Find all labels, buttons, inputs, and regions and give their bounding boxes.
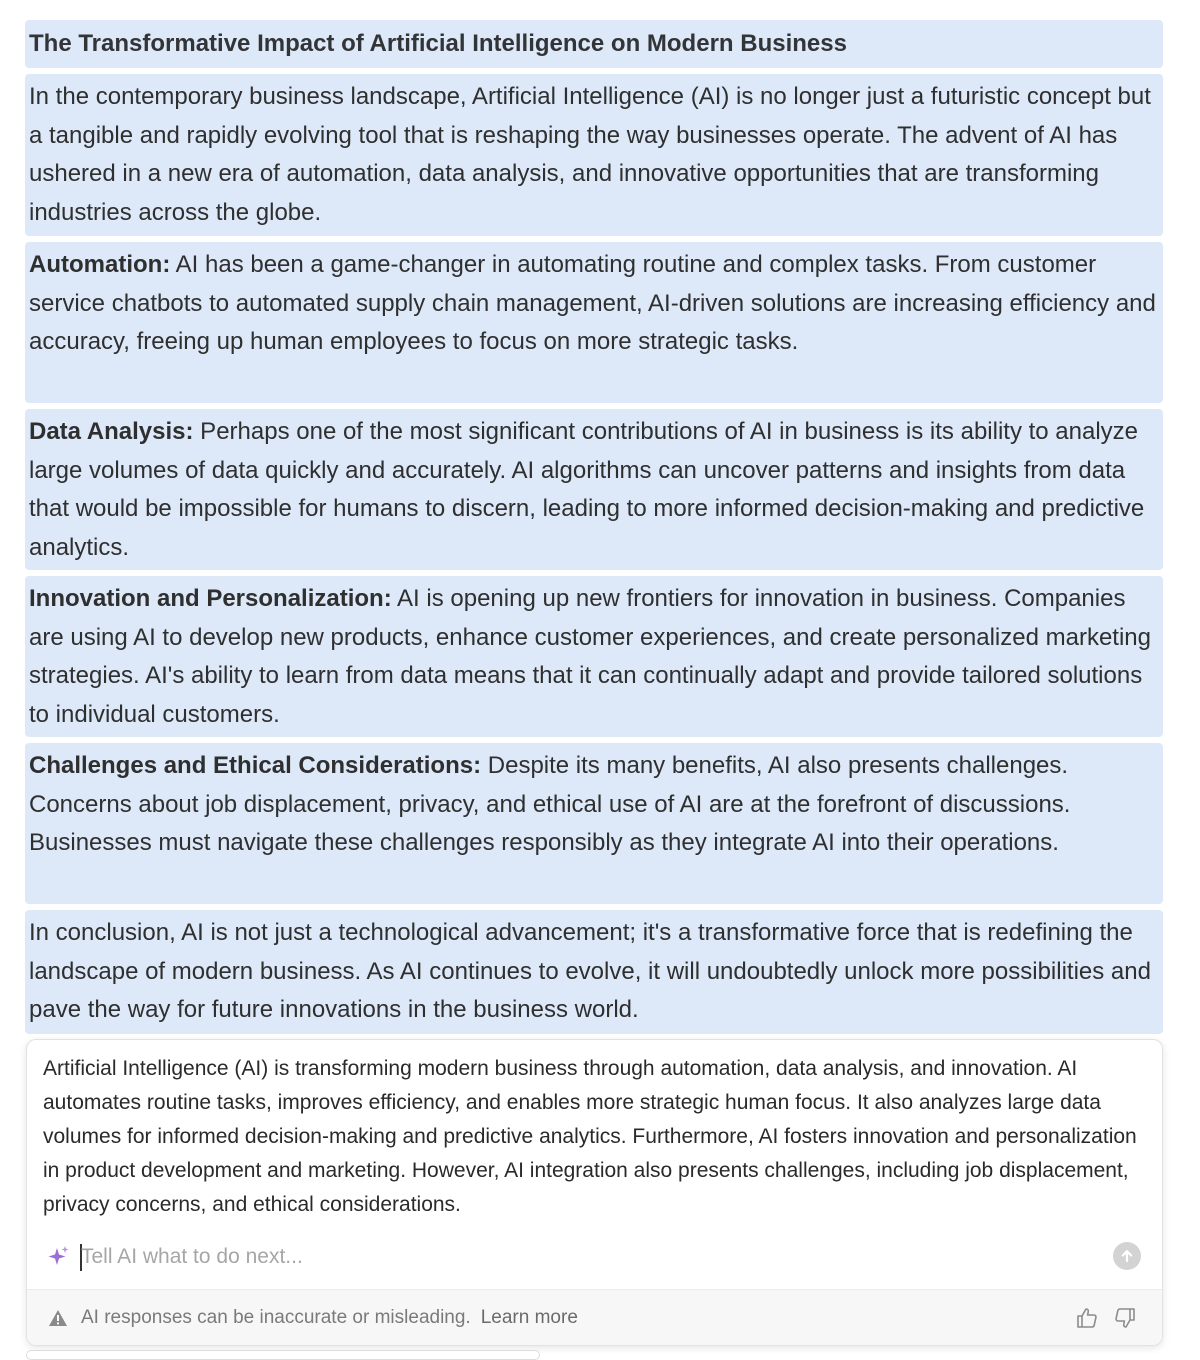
intro-paragraph[interactable]: In the contemporary business landscape, Artificial Intelligence (AI) is no longer just a futuristic concept but a tangible and rapidly evolving tool that is reshaping the way businesses operate. The advent of AI has ushered in a new era of automation, data analysis, and innovative opportunities that are transforming industries across the globe.: [25, 74, 1163, 236]
learn-more-link[interactable]: Learn more: [480, 1307, 578, 1328]
ai-assistant-panel: [26, 1039, 1163, 1346]
section-heading: Innovation and Personalization:: [29, 585, 392, 612]
section-body: Despite its many benefits, AI also presents challenges. Concerns about job displacement, privacy, and ethical use of AI are at the forefront of discussions. Businesses must navigate these challenges responsibly as they integrate AI into their operations.: [29, 752, 1071, 856]
sparkle-icon: [45, 1244, 71, 1270]
section-body: AI has been a game-changer in automating routine and complex tasks. From customer service chatbots to automated supply chain management, AI-driven solutions are increasing efficiency and accuracy, freeing up human employees to focus on more strategic tasks.: [29, 251, 1156, 355]
document-title[interactable]: The Transformative Impact of Artificial Intelligence on Modern Business: [25, 20, 1163, 68]
section-body: Perhaps one of the most significant contributions of AI in business is its ability to analyze large volumes of data quickly and accurately. AI algorithms can uncover patterns and insights from data that would be impossible for humans to discern, leading to more informed decision-making and predictive analytics.: [29, 418, 1145, 561]
ai-panel-footer: [27, 1289, 1162, 1346]
thumbs-down-icon[interactable]: [1113, 1306, 1137, 1330]
ai-prompt-input[interactable]: [81, 1238, 1081, 1276]
section-heading: Challenges and Ethical Considerations:: [29, 752, 482, 779]
ai-prompt-row: [27, 1236, 1162, 1278]
conclusion-paragraph[interactable]: In conclusion, AI is not just a technological advancement; it's a transformative force that is redefining the landscape of modern business. As AI continues to evolve, it will undoubtedly unlock more possibilities and pave the way for future innovations in the business world.: [25, 910, 1163, 1034]
section-challenges[interactable]: [25, 743, 1163, 904]
thumbs-up-icon[interactable]: [1075, 1306, 1099, 1330]
send-button[interactable]: [1113, 1242, 1141, 1270]
arrow-up-icon: [1119, 1248, 1135, 1264]
warning-icon: [48, 1309, 68, 1327]
ai-summary-text: Artificial Intelligence (AI) is transforming modern business through automation, data analysis, and innovation. AI automates routine tasks, improves efficiency, and enables more strategic human focus. It also analyzes large data volumes for informed decision-making and predictive analytics. Furthermore, AI fosters innovation and personalization in product development and marketing. However, AI integration also presents challenges, including job displacement, privacy concerns, and ethical considerations.: [43, 1057, 1137, 1216]
section-heading: Automation:: [29, 251, 171, 278]
disclaimer-text: AI responses can be inaccurate or misleading.: [81, 1307, 471, 1328]
document-body: [25, 20, 1163, 1034]
section-innovation[interactable]: [25, 576, 1163, 737]
next-panel-edge: [26, 1350, 540, 1360]
section-data-analysis[interactable]: [25, 409, 1163, 570]
disclaimer: [81, 1307, 578, 1329]
section-heading: Data Analysis:: [29, 418, 194, 445]
section-automation[interactable]: [25, 242, 1163, 403]
section-body: AI is opening up new frontiers for innovation in business. Companies are using AI to develop new products, enhance customer experiences, and create personalized marketing strategies. AI's ability to learn from data means that it can continually adapt and provide tailored solutions to individual customers.: [29, 585, 1151, 728]
